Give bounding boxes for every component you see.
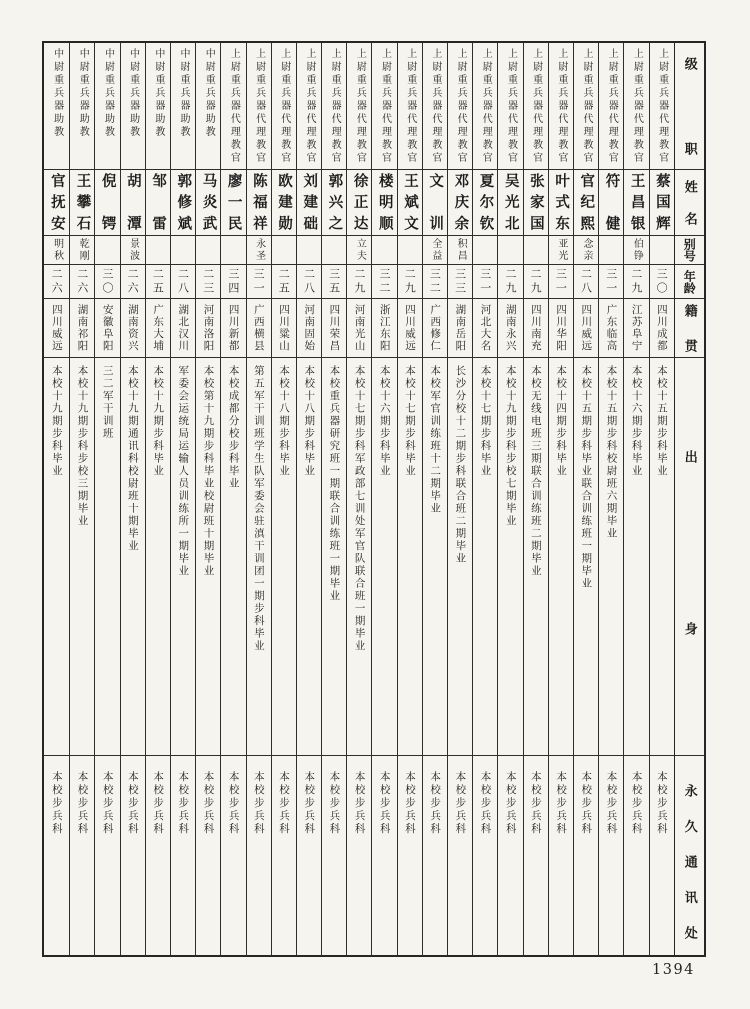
page-number: 1394	[652, 962, 695, 978]
rank-cell: 上尉重兵器代理教官	[599, 43, 623, 170]
native-cell: 湖南永兴	[498, 299, 522, 358]
person-column	[649, 43, 674, 955]
alias-cell: 全益	[423, 236, 447, 265]
age-cell: 二六	[70, 265, 94, 299]
person-column	[145, 43, 170, 955]
age-cell: 三二	[423, 265, 447, 299]
origin-cell: 本校十七期步科军政部七训处军官队联合班一期毕业	[347, 358, 371, 756]
native-cell: 江苏阜宁	[624, 299, 648, 358]
contact-cell: 本校步兵科	[303, 771, 316, 836]
contact-cell: 本校步兵科	[479, 771, 492, 836]
origin-cell: 本校十九期步科步校三期毕业	[70, 358, 94, 756]
contact-cell: 本校步兵科	[202, 771, 215, 836]
name-cell: 倪锷	[95, 170, 119, 236]
age-cell: 三一	[247, 265, 271, 299]
name-cell: 王昌银	[624, 170, 648, 236]
person-column	[523, 43, 548, 955]
age-cell: 二八	[297, 265, 321, 299]
contact-cell: 本校步兵科	[529, 771, 542, 836]
person-column	[623, 43, 648, 955]
contact-cell: 本校步兵科	[126, 771, 139, 836]
origin-cell: 本校十五期步科毕业	[650, 358, 674, 756]
name-cell: 刘建础	[297, 170, 321, 236]
origin-cell: 三二军干训班	[95, 358, 119, 756]
rank-cell: 上尉重兵器代理教官	[473, 43, 497, 170]
name-cell: 张家国	[524, 170, 548, 236]
rank-cell: 上尉重兵器代理教官	[247, 43, 271, 170]
contact-cell: 本校步兵科	[50, 771, 63, 836]
alias-cell	[322, 236, 346, 265]
person-column	[271, 43, 296, 955]
name-cell: 夏尔钦	[473, 170, 497, 236]
origin-cell: 本校十八期步科毕业	[297, 358, 321, 756]
native-cell: 浙江东阳	[372, 299, 396, 358]
native-cell: 湖南资兴	[121, 299, 145, 358]
name-cell: 楼明顺	[372, 170, 396, 236]
age-cell: 二六	[121, 265, 145, 299]
name-cell: 邓庆余	[448, 170, 472, 236]
origin-cell: 本校十四期步科毕业	[549, 358, 573, 756]
origin-cell: 本校十七期步科毕业	[473, 358, 497, 756]
age-cell: 二三	[196, 265, 220, 299]
contact-cell: 本校步兵科	[580, 771, 593, 836]
rank-cell: 上尉重兵器代理教官	[574, 43, 598, 170]
rank-cell: 上尉重兵器代理教官	[272, 43, 296, 170]
age-cell: 三一	[473, 265, 497, 299]
rank-cell: 中尉重兵器助教	[44, 43, 69, 170]
native-cell: 河南固始	[297, 299, 321, 358]
rank-cell: 中尉重兵器助教	[70, 43, 94, 170]
rank-cell: 中尉重兵器助教	[95, 43, 119, 170]
origin-cell: 本校十五期步科毕业联合训练班一期毕业	[574, 358, 598, 756]
contact-cell: 本校步兵科	[429, 771, 442, 836]
origin-cell: 本校十五期步科校尉班六期毕业	[599, 358, 623, 756]
contact-cell: 本校步兵科	[252, 771, 265, 836]
origin-cell: 本校十六期步科毕业	[372, 358, 396, 756]
person-column	[422, 43, 447, 955]
header-name-label: 姓名	[675, 170, 704, 236]
rank-cell: 中尉重兵器助教	[171, 43, 195, 170]
origin-cell: 长沙分校十二期步科联合班二期毕业	[448, 358, 472, 756]
age-cell: 二六	[44, 265, 69, 299]
contact-cell: 本校步兵科	[227, 771, 240, 836]
age-cell: 二九	[498, 265, 522, 299]
age-cell: 二九	[347, 265, 371, 299]
rank-cell: 上尉重兵器代理教官	[448, 43, 472, 170]
person-column	[371, 43, 396, 955]
alias-cell	[146, 236, 170, 265]
age-cell: 三四	[221, 265, 245, 299]
age-cell: 二九	[624, 265, 648, 299]
age-cell: 二八	[171, 265, 195, 299]
native-cell: 四川南充	[524, 299, 548, 358]
native-cell: 河南洛阳	[196, 299, 220, 358]
alias-cell: 伯铮	[624, 236, 648, 265]
age-cell: 三〇	[95, 265, 119, 299]
origin-cell: 本校无线电班三期联合训练班二期毕业	[524, 358, 548, 756]
rank-cell: 中尉重兵器助教	[196, 43, 220, 170]
origin-cell: 本校十六期步科毕业	[624, 358, 648, 756]
rank-cell: 上尉重兵器代理教官	[524, 43, 548, 170]
name-cell: 蔡国辉	[650, 170, 674, 236]
origin-cell: 军委会运统局运输人员训练所一期毕业	[171, 358, 195, 756]
native-cell: 河北大名	[473, 299, 497, 358]
age-cell: 二九	[398, 265, 422, 299]
name-cell: 吴光北	[498, 170, 522, 236]
origin-cell: 本校军官训练班十二期毕业	[423, 358, 447, 756]
name-cell: 王攀石	[70, 170, 94, 236]
age-cell: 二五	[272, 265, 296, 299]
alias-cell: 亚光	[549, 236, 573, 265]
contact-cell: 本校步兵科	[555, 771, 568, 836]
native-cell: 安徽阜阳	[95, 299, 119, 358]
native-cell: 广西横县	[247, 299, 271, 358]
native-cell: 四川荣昌	[322, 299, 346, 358]
native-cell: 四川威远	[398, 299, 422, 358]
header-column	[674, 43, 704, 955]
age-cell: 三一	[599, 265, 623, 299]
origin-cell: 本校十九期步科毕业	[146, 358, 170, 756]
alias-cell: 念亲	[574, 236, 598, 265]
alias-cell	[297, 236, 321, 265]
alias-cell	[95, 236, 119, 265]
alias-cell	[398, 236, 422, 265]
native-cell: 四川华阳	[549, 299, 573, 358]
native-cell: 广西修仁	[423, 299, 447, 358]
rank-cell: 上尉重兵器代理教官	[347, 43, 371, 170]
alias-cell: 明秋	[44, 236, 69, 265]
origin-cell: 本校成都分校步科毕业	[221, 358, 245, 756]
origin-cell: 本校十九期通讯科校尉班十期毕业	[121, 358, 145, 756]
header-native-label: 籍贯	[675, 299, 704, 358]
alias-cell: 永圣	[247, 236, 271, 265]
person-column	[94, 43, 119, 955]
origin-cell: 本校第十九期步科毕业校尉班十期毕业	[196, 358, 220, 756]
native-cell: 湖南祁阳	[70, 299, 94, 358]
alias-cell	[372, 236, 396, 265]
person-column	[321, 43, 346, 955]
origin-cell: 第五军干训班学生队军委会驻滇干训团一期步科毕业	[247, 358, 271, 756]
person-column	[296, 43, 321, 955]
person-column	[447, 43, 472, 955]
person-column	[44, 43, 69, 955]
name-cell: 郭兴之	[322, 170, 346, 236]
person-column	[346, 43, 371, 955]
name-cell: 官抚安	[44, 170, 69, 236]
name-cell: 郭修斌	[171, 170, 195, 236]
alias-cell	[473, 236, 497, 265]
age-cell: 三二	[372, 265, 396, 299]
alias-cell: 乾刚	[70, 236, 94, 265]
person-column	[170, 43, 195, 955]
rank-cell: 上尉重兵器代理教官	[297, 43, 321, 170]
alias-cell: 积昌	[448, 236, 472, 265]
native-cell: 四川成都	[650, 299, 674, 358]
rank-cell: 上尉重兵器代理教官	[549, 43, 573, 170]
rank-cell: 上尉重兵器代理教官	[322, 43, 346, 170]
origin-cell: 本校十七期步科毕业	[398, 358, 422, 756]
age-cell: 二八	[574, 265, 598, 299]
age-cell: 三五	[322, 265, 346, 299]
person-column	[195, 43, 220, 955]
native-cell: 广东大埔	[146, 299, 170, 358]
person-column	[573, 43, 598, 955]
alias-cell	[599, 236, 623, 265]
contact-cell: 本校步兵科	[177, 771, 190, 836]
contact-cell: 本校步兵科	[655, 771, 668, 836]
name-cell: 徐正达	[347, 170, 371, 236]
person-column	[548, 43, 573, 955]
native-cell: 四川威远	[574, 299, 598, 358]
alias-cell	[524, 236, 548, 265]
contact-cell: 本校步兵科	[328, 771, 341, 836]
name-cell: 胡潭	[121, 170, 145, 236]
alias-cell	[498, 236, 522, 265]
header-age-label: 年龄	[675, 265, 704, 299]
contact-cell: 本校步兵科	[152, 771, 165, 836]
name-cell: 陈福祥	[247, 170, 271, 236]
age-cell: 三一	[549, 265, 573, 299]
header-origin-label: 出身	[675, 358, 704, 756]
name-cell: 文训	[423, 170, 447, 236]
age-cell: 三三	[448, 265, 472, 299]
name-cell: 王斌文	[398, 170, 422, 236]
alias-cell	[221, 236, 245, 265]
origin-cell: 本校十九期步科毕业	[44, 358, 69, 756]
name-cell: 廖一民	[221, 170, 245, 236]
person-column	[220, 43, 245, 955]
rank-cell: 上尉重兵器代理教官	[221, 43, 245, 170]
rank-cell: 中尉重兵器助教	[121, 43, 145, 170]
alias-cell	[650, 236, 674, 265]
contact-cell: 本校步兵科	[630, 771, 643, 836]
alias-cell	[272, 236, 296, 265]
contact-cell: 本校步兵科	[353, 771, 366, 836]
person-column	[497, 43, 522, 955]
name-cell: 叶式东	[549, 170, 573, 236]
contact-cell: 本校步兵科	[76, 771, 89, 836]
contact-cell: 本校步兵科	[278, 771, 291, 836]
name-cell: 官纪熙	[574, 170, 598, 236]
rank-cell: 上尉重兵器代理教官	[650, 43, 674, 170]
native-cell: 广东临高	[599, 299, 623, 358]
origin-cell: 本校重兵器研究班一期联合训练班一期毕业	[322, 358, 346, 756]
roster-table	[42, 41, 706, 957]
name-cell: 邹雷	[146, 170, 170, 236]
alias-cell	[171, 236, 195, 265]
contact-cell: 本校步兵科	[454, 771, 467, 836]
rank-cell: 中尉重兵器助教	[146, 43, 170, 170]
native-cell: 四川新都	[221, 299, 245, 358]
native-cell: 四川威远	[44, 299, 69, 358]
contact-cell: 本校步兵科	[378, 771, 391, 836]
rank-cell: 上尉重兵器代理教官	[624, 43, 648, 170]
alias-cell: 景波	[121, 236, 145, 265]
person-column	[69, 43, 94, 955]
age-cell: 二五	[146, 265, 170, 299]
header-contact-label: 永久通讯处	[681, 784, 697, 939]
age-cell: 二九	[524, 265, 548, 299]
alias-cell: 立夫	[347, 236, 371, 265]
contact-cell: 本校步兵科	[605, 771, 618, 836]
contact-cell: 本校步兵科	[403, 771, 416, 836]
alias-cell	[196, 236, 220, 265]
age-cell: 三〇	[650, 265, 674, 299]
native-cell: 河南光山	[347, 299, 371, 358]
header-alias-label: 别号	[675, 236, 704, 265]
header-rank-label: 级职	[675, 43, 704, 170]
rank-cell: 上尉重兵器代理教官	[398, 43, 422, 170]
person-column	[598, 43, 623, 955]
rank-cell: 上尉重兵器代理教官	[423, 43, 447, 170]
name-cell: 马炎武	[196, 170, 220, 236]
origin-cell: 本校十八期步科毕业	[272, 358, 296, 756]
origin-cell: 本校十九期步科步校七期毕业	[498, 358, 522, 756]
name-cell: 符健	[599, 170, 623, 236]
name-cell: 欧建勋	[272, 170, 296, 236]
contact-cell: 本校步兵科	[101, 771, 114, 836]
native-cell: 湖北汉川	[171, 299, 195, 358]
person-column	[246, 43, 271, 955]
rank-cell: 上尉重兵器代理教官	[498, 43, 522, 170]
person-column	[397, 43, 422, 955]
native-cell: 四川粱山	[272, 299, 296, 358]
person-column	[472, 43, 497, 955]
rank-cell: 上尉重兵器代理教官	[372, 43, 396, 170]
native-cell: 湖南岳阳	[448, 299, 472, 358]
person-column	[120, 43, 145, 955]
contact-cell: 本校步兵科	[504, 771, 517, 836]
